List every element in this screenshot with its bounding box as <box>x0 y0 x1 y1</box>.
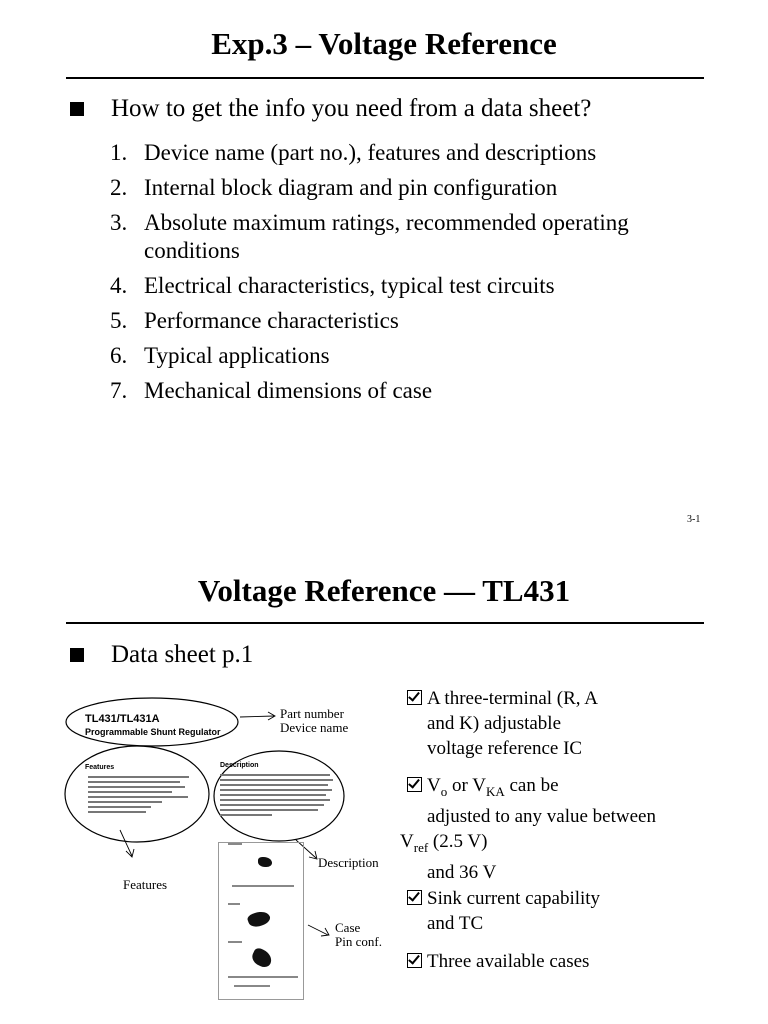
annotation-part-number: Part number <box>280 706 344 721</box>
checklist-1-line-1: A three-terminal (R, A <box>427 688 598 709</box>
checklist-2-line-4: and 36 V <box>427 861 497 883</box>
annotation-device-name: Device name <box>280 720 349 735</box>
checkbox-icon <box>407 777 422 792</box>
checklist-2-line-2: adjusted to any value between <box>427 805 656 827</box>
list-item-number: 6. <box>110 343 128 368</box>
list-item <box>110 272 704 300</box>
checkbox-icon <box>407 890 422 905</box>
case-fine-print <box>228 941 242 943</box>
list-item <box>110 377 704 405</box>
slide2-title-rule <box>66 622 704 624</box>
arrow-part-number <box>240 716 274 717</box>
list-item-number: 4. <box>110 273 128 298</box>
list-item-number: 3. <box>110 210 128 235</box>
description-heading: Description <box>220 762 259 769</box>
slide2-bullet-square <box>70 648 84 662</box>
list-item-number: 5. <box>110 308 128 333</box>
checklist-2-vref: V <box>400 830 414 852</box>
datasheet-subtitle: Programmable Shunt Regulator <box>85 727 221 737</box>
features-fine-print <box>88 773 193 816</box>
checklist-1-line-2: and K) adjustable <box>427 713 562 734</box>
case-fine-print <box>228 976 298 978</box>
checklist-item-1 <box>407 686 598 761</box>
case-fine-print <box>232 885 294 887</box>
checklist-2-sub-ka: KA <box>485 783 505 799</box>
checklist-3-line-1: Sink current capability <box>427 888 601 909</box>
annotation-case: Case <box>335 920 361 935</box>
list-item-text: Mechanical dimensions of case <box>144 378 433 403</box>
arrow-case <box>308 925 328 935</box>
list-item <box>110 209 704 265</box>
description-fine-print <box>220 771 335 819</box>
arrow-features <box>120 830 132 856</box>
list-item-text: Device name (part no.), features and descriptions <box>144 140 597 165</box>
list-item-text: Electrical characteristics, typical test circuits <box>144 273 555 298</box>
annotation-features: Features <box>123 877 168 892</box>
list-item <box>110 174 704 202</box>
checkbox-icon <box>407 690 422 705</box>
slide1-bullet-text: How to get the info you need from a data sheet? <box>111 95 592 122</box>
checklist-2-or: or V <box>447 775 486 796</box>
checkbox-icon <box>407 953 422 968</box>
page-number: 3-1 <box>687 514 701 525</box>
list-item-text: Absolute maximum ratings, recommended operating conditions <box>144 210 629 263</box>
annotation-pin-conf: Pin conf. <box>335 934 382 949</box>
arrowhead-part-number <box>268 712 275 720</box>
slide2-bullet-text: Data sheet p.1 <box>111 641 254 668</box>
list-item-number: 1. <box>110 140 128 165</box>
checklist-item-3 <box>407 886 600 936</box>
slide1-numbered-list <box>110 139 704 412</box>
checklist-2-vref-val: (2.5 V) <box>428 830 488 852</box>
list-item-text: Typical applications <box>144 343 330 368</box>
list-item-text: Performance characteristics <box>144 308 399 333</box>
annotation-description: Description <box>318 855 379 870</box>
slide1-title-rule <box>66 77 704 79</box>
checklist-2-v: V <box>427 775 441 796</box>
datasheet-part-title: TL431/TL431A <box>85 713 160 725</box>
checklist-2-sub-ref: ref <box>413 839 429 855</box>
slide1-bullet-square <box>70 102 84 116</box>
checklist-1-line-3: voltage reference IC <box>427 738 583 759</box>
list-item-text: Internal block diagram and pin configuration <box>144 175 558 200</box>
features-heading: Features <box>85 764 115 771</box>
list-item-number: 7. <box>110 378 128 403</box>
checklist-item-2 <box>400 773 656 885</box>
checklist-2-sub-o: o <box>440 783 448 799</box>
checklist-2-can-be: can be <box>504 775 559 796</box>
list-item-number: 2. <box>110 175 128 200</box>
checklist-4-line-1: Three available cases <box>427 951 590 972</box>
arrowhead-case <box>321 928 329 936</box>
list-item <box>110 307 704 335</box>
case-fine-print <box>234 985 270 987</box>
arrowhead-features <box>126 849 134 857</box>
checklist-3-line-2: and TC <box>427 913 484 934</box>
slide2-title: Voltage Reference — TL431 <box>197 573 571 608</box>
list-item <box>110 139 704 167</box>
case-fine-print <box>228 903 240 905</box>
checklist-item-4 <box>407 949 589 974</box>
slide1-title: Exp.3 – Voltage Reference <box>211 26 557 61</box>
list-item <box>110 342 704 370</box>
arrowhead-description <box>309 851 317 859</box>
